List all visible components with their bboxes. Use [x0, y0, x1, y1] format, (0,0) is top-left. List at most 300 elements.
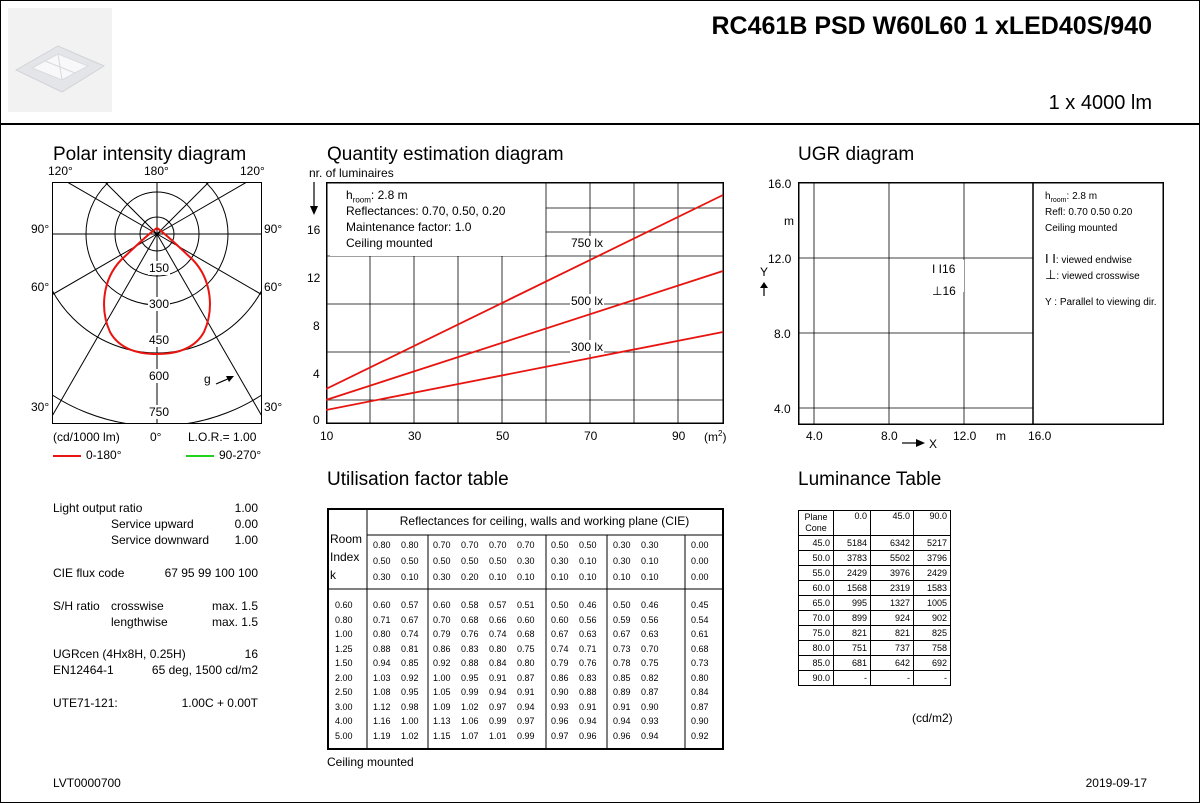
utilisation-reflectance-cell: 0.30: [641, 540, 659, 550]
utilisation-reflectance-cell: 0.10: [579, 556, 597, 566]
luminance-cone-angle: 70.0: [799, 611, 834, 626]
ugr-ylabel-m: m: [784, 214, 794, 228]
luminance-row: [799, 611, 951, 626]
ugr-crosswise-value: ⊥16: [932, 284, 956, 298]
utilisation-room-index: 0.60: [335, 600, 353, 610]
utilisation-cell: 0.98: [401, 701, 419, 712]
ugr-x-axis-label: X: [929, 437, 938, 451]
utilisation-cell: 0.96: [579, 730, 597, 741]
utilisation-cell: 0.92: [401, 672, 419, 683]
luminance-cell: 2319: [871, 581, 914, 596]
luminance-cell: 737: [871, 641, 914, 656]
utilisation-room-index: 0.80: [335, 614, 353, 625]
up-arrow-icon: [759, 282, 769, 296]
utilisation-cell: 1.12: [373, 701, 391, 712]
utilisation-cell: 0.75: [517, 643, 535, 654]
luminance-plane-90: 90.0: [914, 511, 951, 536]
quantity-label-300lx: 300 lx: [571, 340, 604, 354]
utilisation-cell: 0.70: [641, 643, 659, 654]
quantity-xunit: $(m^2)$: [704, 429, 727, 444]
utilisation-cell: 0.95: [401, 687, 419, 697]
utilisation-cell: 0.50: [613, 600, 631, 610]
utilisation-cell: 1.15: [433, 730, 451, 741]
luminance-cell: 995: [834, 596, 871, 611]
polar-label-120-left: 120°: [48, 164, 73, 178]
utilisation-reflectance-cell: 0.10: [489, 572, 507, 582]
luminance-cone-angle: 80.0: [799, 641, 834, 656]
utilisation-cell: 0.91: [613, 701, 631, 712]
ugr-xlabel-m: m: [996, 429, 1006, 443]
spec-sh-lengthwise: lengthwise: [111, 615, 168, 629]
utilisation-cell: 0.90: [691, 716, 709, 726]
polar-title: Polar intensity diagram: [53, 144, 247, 165]
quantity-info-height: $h_{room}$: 2.8 m: [346, 188, 408, 205]
luminance-cell: 825: [914, 626, 951, 641]
spec-sh-crosswise: crosswise: [111, 599, 164, 613]
quantity-ytick-16: 16: [307, 223, 321, 237]
utilisation-cell: 0.87: [517, 672, 535, 683]
utilisation-room: Room: [330, 532, 363, 546]
utilisation-reflectance-cell: 0.10: [641, 572, 659, 582]
luminance-cell: 3783: [834, 551, 871, 566]
utilisation-cell: 0.90: [641, 701, 659, 712]
quantity-line-300lx: [326, 332, 723, 410]
legend-swatch-0-180: [53, 455, 81, 457]
utilisation-cell: 0.92: [433, 658, 451, 668]
spec-cie-value: 67 95 99 100 100: [164, 566, 258, 580]
utilisation-cell: 0.56: [579, 614, 597, 625]
utilisation-cell: 0.59: [613, 614, 631, 625]
utilisation-cell: 0.71: [579, 643, 597, 654]
luminance-cell: 899: [834, 611, 871, 626]
luminance-cell: 1005: [914, 596, 951, 611]
utilisation-title: Utilisation factor table: [327, 469, 509, 490]
spec-upward-label: Service upward: [111, 517, 194, 531]
spec-sh-lengthwise-value: max. 1.5: [211, 615, 258, 629]
legend-swatch-90-270: [186, 455, 214, 457]
utilisation-reflectance-cell: 0.10: [517, 572, 535, 582]
utilisation-cell: 1.09: [433, 701, 451, 712]
utilisation-cell: 1.01: [489, 730, 507, 741]
utilisation-cell: 0.66: [489, 614, 507, 625]
utilisation-reflectance-cell: 0.10: [551, 572, 569, 582]
utilisation-cell: 1.02: [401, 730, 419, 741]
utilisation-cell: 0.57: [401, 600, 419, 610]
utilisation-cell: 0.94: [373, 658, 391, 668]
polar-ring-600: 600: [149, 369, 170, 383]
utilisation-cell: 1.13: [433, 716, 451, 726]
utilisation-cell: 0.68: [517, 629, 535, 639]
utilisation-cell: 0.68: [691, 643, 709, 654]
luminance-cell: 642: [871, 656, 914, 671]
spec-ute-label: UTE71-121:: [53, 696, 118, 710]
luminance-row: [799, 671, 951, 686]
utilisation-cell: 0.94: [641, 730, 659, 741]
polar-frame: [52, 182, 262, 424]
utilisation-cell: 0.67: [551, 629, 569, 639]
utilisation-cell: 0.46: [579, 600, 597, 610]
utilisation-cell: 1.08: [373, 687, 391, 697]
spec-cie-label: CIE flux code: [53, 566, 125, 580]
utilisation-cell: 1.07: [461, 730, 479, 741]
luminance-cell: -: [871, 671, 914, 686]
utilisation-cell: 0.80: [373, 629, 391, 639]
quantity-info-mounting: Ceiling mounted: [346, 236, 433, 250]
utilisation-reflectance-cell: 0.70: [517, 540, 535, 550]
luminance-cone-angle: 65.0: [799, 596, 834, 611]
utilisation-reflectance-cell: 0.50: [433, 556, 451, 566]
polar-label-90-left: 90°: [31, 222, 50, 236]
luminance-cell: 2429: [914, 566, 951, 581]
utilisation-cell: 0.60: [551, 614, 569, 625]
luminance-cone-angle: 60.0: [799, 581, 834, 596]
utilisation-reflectance-cell: 0.50: [489, 556, 507, 566]
ugr-ytick-12: 12.0: [768, 252, 792, 266]
utilisation-cell: 0.89: [613, 687, 631, 697]
utilisation-cell: 0.63: [641, 629, 659, 639]
quantity-ytick-8: 8: [313, 319, 320, 333]
quantity-ytick-12: 12: [307, 271, 321, 285]
quantity-xtick-10: 10: [320, 429, 334, 443]
utilisation-reflectance-cell: 0.20: [461, 572, 479, 582]
utilisation-cell: 0.82: [641, 672, 659, 683]
polar-zero-label: 0°: [150, 430, 162, 444]
polar-label-180: 180°: [144, 164, 169, 178]
quantity-xtick-50: 50: [496, 429, 510, 443]
luminance-cell: 758: [914, 641, 951, 656]
luminance-cone-angle: 75.0: [799, 626, 834, 641]
ugr-ytick-8: 8.0: [774, 327, 791, 341]
luminance-cell: 902: [914, 611, 951, 626]
utilisation-reflectance-cell: 0.30: [613, 540, 631, 550]
utilisation-cell: 0.90: [551, 687, 569, 697]
utilisation-cell: 0.86: [433, 643, 451, 654]
utilisation-reflectance-cell: 0.30: [373, 572, 391, 582]
utilisation-cell: 0.61: [691, 629, 709, 639]
utilisation-cell: 0.97: [551, 730, 569, 741]
utilisation-cell: 0.94: [517, 701, 535, 712]
utilisation-reflectance-cell: 0.10: [641, 556, 659, 566]
utilisation-cell: 0.60: [433, 600, 451, 610]
luminance-plane-45: 45.0: [871, 511, 914, 536]
luminance-cell: -: [914, 671, 951, 686]
luminance-row: [799, 581, 951, 596]
utilisation-reflectance-cell: 0.10: [613, 572, 631, 582]
polar-label-120-right: 120°: [240, 164, 265, 178]
spec-upward-value: 0.00: [234, 517, 258, 531]
polar-ring-750: 750: [149, 405, 170, 419]
spec-sh-label: S/H ratio: [53, 599, 100, 613]
utilisation-room-index: 2.00: [335, 672, 353, 683]
luminance-cell: 751: [834, 641, 871, 656]
luminance-cone-angle: 90.0: [799, 671, 834, 686]
down-arrow-icon: [309, 182, 319, 216]
utilisation-cell: 0.74: [401, 629, 419, 639]
luminaire-thumbnail: [8, 8, 112, 112]
ugr-ytick-16: 16.0: [768, 177, 792, 191]
luminance-cell: 6342: [871, 536, 914, 551]
luminance-cone-angle: 45.0: [799, 536, 834, 551]
utilisation-cell: 0.76: [579, 658, 597, 668]
utilisation-cell: 0.94: [613, 716, 631, 726]
utilisation-room-index: 1.00: [335, 629, 353, 639]
utilisation-cell: 0.83: [461, 643, 479, 654]
polar-g-label: g: [204, 372, 211, 386]
spec-en-label: EN12464-1: [53, 663, 114, 677]
utilisation-cell: 0.97: [489, 701, 507, 712]
spec-en-value: 65 deg, 1500 cd/m2: [151, 663, 258, 677]
utilisation-cell: 0.83: [579, 672, 597, 683]
quantity-xtick-90: 90: [672, 429, 686, 443]
utilisation-cell: 0.67: [613, 629, 631, 639]
utilisation-cell: 0.56: [641, 614, 659, 625]
ugr-xtick-4: 4.0: [806, 429, 823, 443]
utilisation-room-index: 3.00: [335, 701, 353, 712]
utilisation-room-index: 1.50: [335, 658, 353, 668]
luminance-corner: Plane Cone: [799, 511, 834, 536]
luminance-cell: 924: [871, 611, 914, 626]
utilisation-cell: 0.99: [517, 730, 535, 741]
utilisation-cell: 1.02: [461, 701, 479, 712]
luminance-title: Luminance Table: [798, 469, 942, 490]
polar-label-60-left: 60°: [31, 280, 50, 294]
utilisation-cell: 0.80: [691, 672, 709, 683]
ugr-xtick-8: 8.0: [881, 429, 898, 443]
luminance-row: [799, 566, 951, 581]
ugr-note-height: $h_{room}$: 2.8 m: [1045, 191, 1098, 204]
utilisation-cell: 0.96: [551, 716, 569, 726]
ugr-endwise-value: I I16: [932, 262, 956, 276]
utilisation-cell: 0.99: [489, 716, 507, 726]
utilisation-cell: 0.76: [461, 629, 479, 639]
utilisation-cell: 0.94: [489, 687, 507, 697]
utilisation-cell: 0.78: [613, 658, 631, 668]
lumen-output: 1 x 4000 lm: [1048, 92, 1152, 114]
utilisation-cell: 0.79: [551, 658, 569, 668]
quantity-title: Quantity estimation diagram: [327, 144, 564, 165]
spec-ugr-label: UGRcen (4Hx8H, 0.25H): [53, 647, 186, 661]
utilisation-reflectance-cell: 0.80: [373, 540, 391, 550]
luminance-cone-angle: 55.0: [799, 566, 834, 581]
utilisation-cell: 0.91: [579, 701, 597, 712]
luminance-cell: 3796: [914, 551, 951, 566]
luminance-cell: 3976: [871, 566, 914, 581]
utilisation-cell: 1.00: [401, 716, 419, 726]
utilisation-cell: 0.91: [489, 672, 507, 683]
ugr-xtick-12: 12.0: [953, 429, 977, 443]
luminance-row: [799, 626, 951, 641]
document-date: 2019-09-17: [1085, 776, 1147, 790]
luminance-cell: 1327: [871, 596, 914, 611]
utilisation-cell: 0.84: [489, 658, 507, 668]
utilisation-index: Index: [330, 550, 360, 564]
utilisation-cell: 0.60: [373, 600, 391, 610]
utilisation-reflectance-cell: 0.70: [433, 540, 451, 550]
utilisation-room-index: 1.25: [335, 643, 353, 654]
polar-unit: (cd/1000 lm): [53, 430, 120, 444]
utilisation-cell: 1.19: [373, 730, 391, 741]
spec-ugr-value: 16: [244, 647, 258, 661]
utilisation-cell: 0.88: [579, 687, 597, 697]
polar-lor: L.O.R.= 1.00: [188, 430, 257, 444]
utilisation-reflectance-cell: 0.50: [401, 556, 419, 566]
legend-label-0-180: 0-180°: [86, 448, 122, 462]
utilisation-cell: 0.87: [641, 687, 659, 697]
quantity-xtick-70: 70: [584, 429, 598, 443]
utilisation-reflectance-cell: 0.10: [579, 572, 597, 582]
utilisation-cell: 0.70: [433, 614, 451, 625]
utilisation-reflectance-cell: 0.50: [461, 556, 479, 566]
utilisation-room-index: 2.50: [335, 687, 353, 697]
utilisation-cell: 0.54: [691, 614, 709, 625]
utilisation-cell: 0.45: [691, 600, 709, 610]
polar-ring-150: 150: [149, 261, 170, 275]
luminance-row: [799, 536, 951, 551]
utilisation-footer: Ceiling mounted: [327, 755, 414, 769]
utilisation-reflectance-cell: 0.50: [373, 556, 391, 566]
utilisation-cell: 0.57: [489, 600, 507, 610]
utilisation-cell: 0.73: [613, 643, 631, 654]
polar-label-30-right: 30°: [264, 400, 283, 414]
utilisation-cell: 0.80: [517, 658, 535, 668]
utilisation-cell: 0.97: [517, 716, 535, 726]
spec-lor-label: Light output ratio: [53, 501, 143, 515]
luminance-cone-angle: 50.0: [799, 551, 834, 566]
utilisation-cell: 0.85: [401, 658, 419, 668]
luminance-row: [799, 656, 951, 671]
quantity-info-reflectances: Reflectances: 0.70, 0.50, 0.20: [346, 204, 506, 218]
ugr-ytick-4: 4.0: [774, 402, 791, 416]
luminance-cell: 692: [914, 656, 951, 671]
luminance-cell: 821: [871, 626, 914, 641]
quantity-xtick-30: 30: [408, 429, 422, 443]
utilisation-cell: 0.93: [551, 701, 569, 712]
utilisation-cell: 0.58: [461, 600, 479, 610]
quantity-label-750lx: 750 lx: [571, 236, 604, 250]
utilisation-reflectance-cell: 0.70: [489, 540, 507, 550]
luminance-unit: (cd/m2): [912, 711, 953, 725]
polar-label-30-left: 30°: [31, 400, 50, 414]
utilisation-reflectance-cell: 0.00: [691, 572, 709, 582]
utilisation-cell: 0.95: [461, 672, 479, 683]
utilisation-header: Reflectances for ceiling, walls and working plane (CIE): [399, 514, 690, 528]
utilisation-room-index: 4.00: [335, 716, 353, 726]
quantity-label-500lx: 500 lx: [571, 294, 604, 308]
utilisation-table: [327, 508, 724, 750]
quantity-line-500lx: [326, 271, 723, 400]
luminance-cell: 681: [834, 656, 871, 671]
utilisation-k: k: [330, 568, 336, 582]
quantity-ylabel: nr. of luminaires: [309, 166, 394, 180]
luminance-cell: 1568: [834, 581, 871, 596]
luminance-cone-angle: 85.0: [799, 656, 834, 671]
utilisation-cell: 0.50: [551, 600, 569, 610]
utilisation-cell: 0.67: [401, 614, 419, 625]
polar-ring-300: 300: [149, 297, 170, 311]
spec-downward-value: 1.00: [234, 533, 258, 547]
ugr-title: UGR diagram: [798, 144, 915, 165]
legend-label-90-270: 90-270°: [219, 448, 262, 462]
utilisation-cell: 0.73: [691, 658, 709, 668]
utilisation-cell: 0.46: [641, 600, 659, 610]
utilisation-cell: 0.68: [461, 614, 479, 625]
utilisation-reflectance-cell: 0.00: [691, 556, 709, 566]
polar-label-60-right: 60°: [264, 280, 283, 294]
utilisation-cell: 0.91: [517, 687, 535, 697]
utilisation-cell: 0.60: [517, 614, 535, 625]
utilisation-cell: 0.96: [613, 730, 631, 741]
ugr-note-crosswise: ⊥: viewed crosswise: [1045, 267, 1140, 282]
utilisation-cell: 1.05: [433, 687, 451, 697]
luminance-cell: 5502: [871, 551, 914, 566]
luminance-cell: 2429: [834, 566, 871, 581]
ugr-y-axis-label: Y: [760, 265, 769, 279]
luminance-cell: 5184: [834, 536, 871, 551]
utilisation-reflectance-cell: 0.30: [433, 572, 451, 582]
utilisation-room-index: 5.00: [335, 730, 353, 741]
utilisation-cell: 1.00: [433, 672, 451, 683]
utilisation-reflectance-cell: 0.00: [691, 540, 709, 550]
utilisation-cell: 0.86: [551, 672, 569, 683]
utilisation-cell: 0.63: [579, 629, 597, 639]
utilisation-reflectance-cell: 0.30: [551, 556, 569, 566]
quantity-ytick-4: 4: [313, 367, 320, 381]
utilisation-cell: 0.99: [461, 687, 479, 697]
spec-sh-crosswise-value: max. 1.5: [211, 599, 258, 613]
utilisation-cell: 0.51: [517, 600, 535, 610]
quantity-info-maintenance: Maintenance factor: 1.0: [346, 220, 472, 234]
ugr-xtick-16: 16.0: [1028, 429, 1052, 443]
luminaire-title: RC461B PSD W60L60 1 xLED40S/940: [711, 12, 1152, 40]
utilisation-cell: 1.03: [373, 672, 391, 683]
luminance-cell: 5217: [914, 536, 951, 551]
utilisation-cell: 1.06: [461, 716, 479, 726]
utilisation-cell: 0.88: [373, 643, 391, 654]
right-arrow-icon: [902, 438, 926, 448]
utilisation-cell: 0.75: [641, 658, 659, 668]
utilisation-cell: 0.74: [489, 629, 507, 639]
luminance-cell: 821: [834, 626, 871, 641]
utilisation-reflectance-cell: 0.30: [517, 556, 535, 566]
utilisation-reflectance-cell: 0.70: [461, 540, 479, 550]
utilisation-cell: 0.81: [401, 643, 419, 654]
luminance-row: [799, 596, 951, 611]
luminance-cell: -: [834, 671, 871, 686]
document-code: LVT0000700: [53, 776, 121, 790]
utilisation-cell: 0.84: [691, 687, 709, 697]
utilisation-reflectance-cell: 0.30: [613, 556, 631, 566]
ugr-note-endwise: I I: viewed endwise: [1045, 251, 1132, 266]
utilisation-cell: 0.74: [551, 643, 569, 654]
utilisation-cell: 0.87: [691, 701, 709, 712]
quantity-ytick-0: 0: [313, 413, 320, 427]
luminance-row: [799, 641, 951, 656]
utilisation-reflectance-cell: 0.10: [401, 572, 419, 582]
spec-lor-value: 1.00: [234, 501, 258, 515]
utilisation-cell: 0.85: [613, 672, 631, 683]
spec-ute-value: 1.00C + 0.00T: [181, 696, 258, 710]
utilisation-reflectance-cell: 0.50: [579, 540, 597, 550]
utilisation-cell: 0.93: [641, 716, 659, 726]
polar-label-90-right: 90°: [264, 222, 283, 236]
utilisation-reflectance-cell: 0.80: [401, 540, 419, 550]
utilisation-cell: 1.16: [373, 716, 391, 726]
ugr-note-parallel: Y : Parallel to viewing dir.: [1045, 297, 1157, 308]
header-divider: [0, 123, 1200, 125]
luminance-row: [799, 551, 951, 566]
utilisation-cell: 0.92: [691, 730, 709, 741]
utilisation-cell: 0.71: [373, 614, 391, 625]
